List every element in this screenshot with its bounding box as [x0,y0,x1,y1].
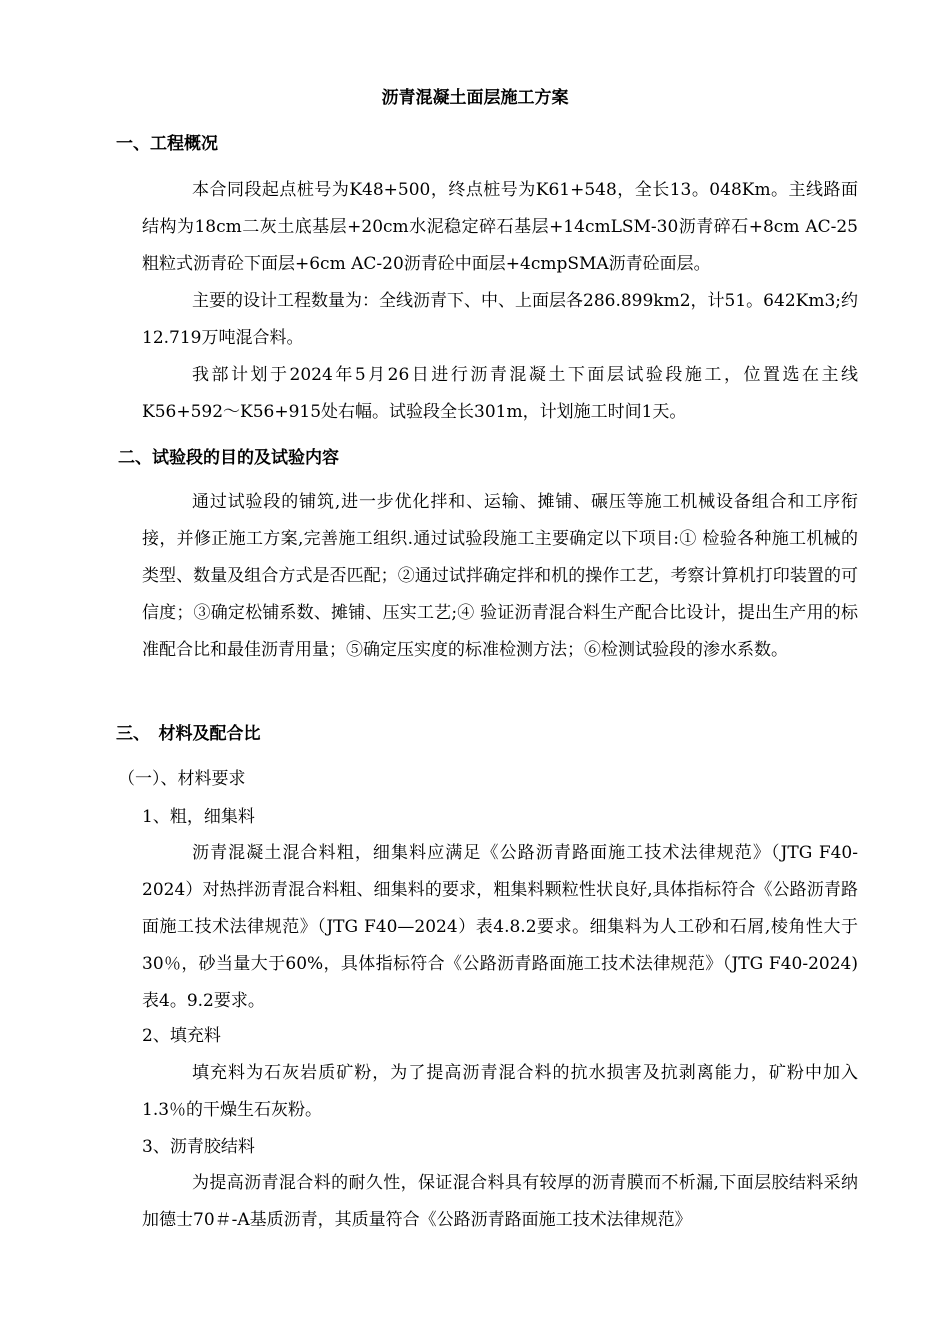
paragraph-overview-schedule: 我部计划于2024年5月26日进行沥青混凝土下面层试验段施工，位置选在主线K56+592～K56+915处右幅。试验段全长301m，计划施工时间1天。 [142,365,858,422]
paragraph-filler: 填充料为石灰岩质矿粉，为了提高沥青混合料的抗水损害及抗剥离能力，矿粉中加入1.3％的干燥生石灰粉。 [142,1063,858,1120]
item-label-filler: 2、填充料 [142,1026,221,1046]
paragraph-purpose-content: 通过试验段的铺筑,进一步优化拌和、运输、摊铺、碾压等施工机械设备组合和工序衔接，并修正施工方案,完善施工组织.通过试验段施工主要确定以下项目:① 检验各种施工机械的类型、数量及组合方式是否匹配；②通过试拌确定拌和机的操作工艺，考察计算机打印装置的可信度；③确定松铺系数、摊铺、压实工艺;④ 验证沥青混合料生产配合比设计，提出生产用的标准配合比和最佳沥青用量；⑤确定压实度的标准检测方法；⑥检测试验段的渗水系数。 [142,492,858,660]
section-heading-overview: 一、工程概况 [116,134,218,154]
paragraph-aggregate: 沥青混凝土混合料粗，细集料应满足《公路沥青路面施工技术法律规范》（JTG F40-2024）对热拌沥青混合料粗、细集料的要求，粗集料颗粒性状良好,具体指标符合《公路沥青路面施工技术法律规范》（JTG F40—2024）表4.8.2要求。细集料为人工砂和石屑,棱角性大于30％，砂当量大于60%，具体指标符合《公路沥青路面施工技术法律规范》（JTG F40-2024)表4。9.2要求。 [142,843,858,1011]
paragraph-overview-quantities: 主要的设计工程数量为：全线沥青下、中、上面层各286.899km2，计51。642Km3;约12.719万吨混合料。 [142,291,858,348]
paragraph-overview-structure: 本合同段起点桩号为K48+500，终点桩号为K61+548，全长13。048Km。主线路面结构为18cm二灰土底基层+20cm水泥稳定碎石基层+14cmLSM-30沥青碎石+8cm AC-25粗粒式沥青砼下面层+6cm AC-20沥青砼中面层+4cmpSMA沥青砼面层。 [142,180,858,274]
item-label-aggregate: 1、粗，细集料 [142,807,255,827]
document-title: 沥青混凝土面层施工方案 [381,88,569,108]
section-heading-purpose: 二、试验段的目的及试验内容 [118,448,339,468]
item-label-binder: 3、沥青胶结料 [142,1137,255,1157]
paragraph-binder: 为提高沥青混合料的耐久性，保证混合料具有较厚的沥青膜而不析漏,下面层胶结料采纳加德士70＃-A基质沥青，其质量符合《公路沥青路面施工技术法律规范》 [142,1173,858,1230]
section-heading-materials: 三、 材料及配合比 [116,724,261,744]
subheading-material-requirements: （一）、材料要求 [118,769,246,789]
